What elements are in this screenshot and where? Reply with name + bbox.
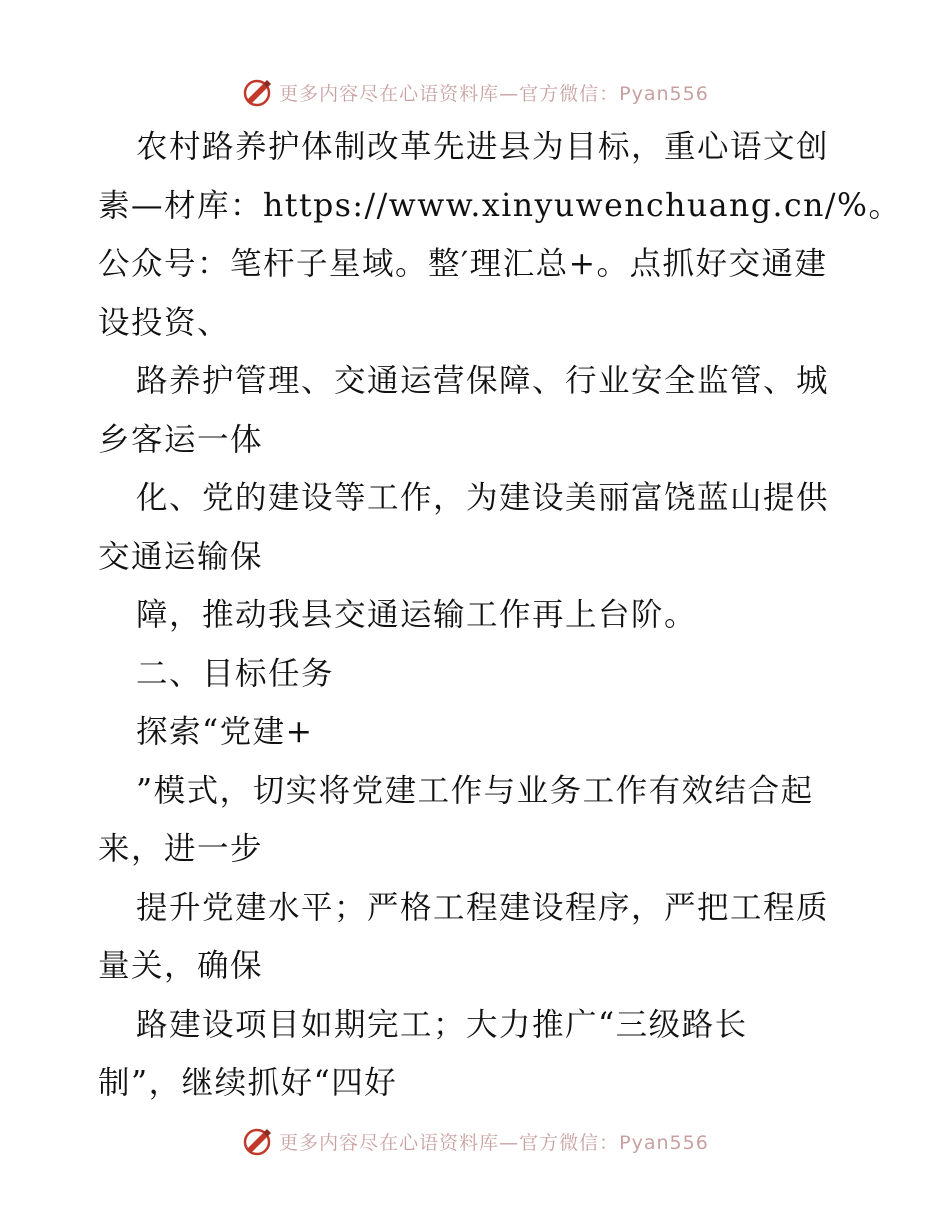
text-line: 交通运输保	[98, 538, 264, 575]
text-line: 乡客运一体	[98, 421, 264, 458]
text-line: 路养护管理、交通运营保障、行业安全监管、城	[136, 363, 830, 399]
pen-logo-icon	[241, 1125, 273, 1157]
footer-banner	[0, 1121, 950, 1161]
text-line: 农村路养护体制改革先进县为目标，重心语文创	[136, 129, 830, 165]
header-banner-text: 更多内容尽在心语资料库—官方微信：Pyan556	[279, 82, 709, 105]
text-line: 制”，继续抓好“四好	[98, 1065, 398, 1101]
section-heading: 二、目标任务	[136, 655, 335, 692]
text-line: 路建设项目如期完工；大力推广“三级路长	[136, 1006, 748, 1043]
header-banner	[0, 72, 950, 112]
text-line: 公众号：笔杆子星域。整′理汇总+。点抓好交通建	[98, 246, 828, 282]
text-line: 障，推动我县交通运输工作再上台阶。	[136, 597, 698, 633]
footer-banner-text: 更多内容尽在心语资料库—官方微信：Pyan556	[279, 1131, 709, 1154]
text-line: 探索“党建+	[136, 714, 314, 750]
text-line: 设投资、	[98, 304, 231, 341]
text-line: 素—材库：https://www.xinyuwenchuang.cn/%。	[98, 187, 902, 224]
text-line: 化、党的建设等工作，为建设美丽富饶蓝山提供	[136, 480, 830, 516]
pen-logo-icon	[241, 76, 273, 108]
text-line: ”模式，切实将党建工作与业务工作有效结合起	[136, 772, 814, 809]
text-line: 量关，确保	[98, 948, 264, 984]
text-line: 来，进一步	[98, 831, 264, 867]
text-line: 提升党建水平；严格工程建设程序，严把工程质	[136, 889, 830, 926]
document-body	[98, 118, 902, 1113]
